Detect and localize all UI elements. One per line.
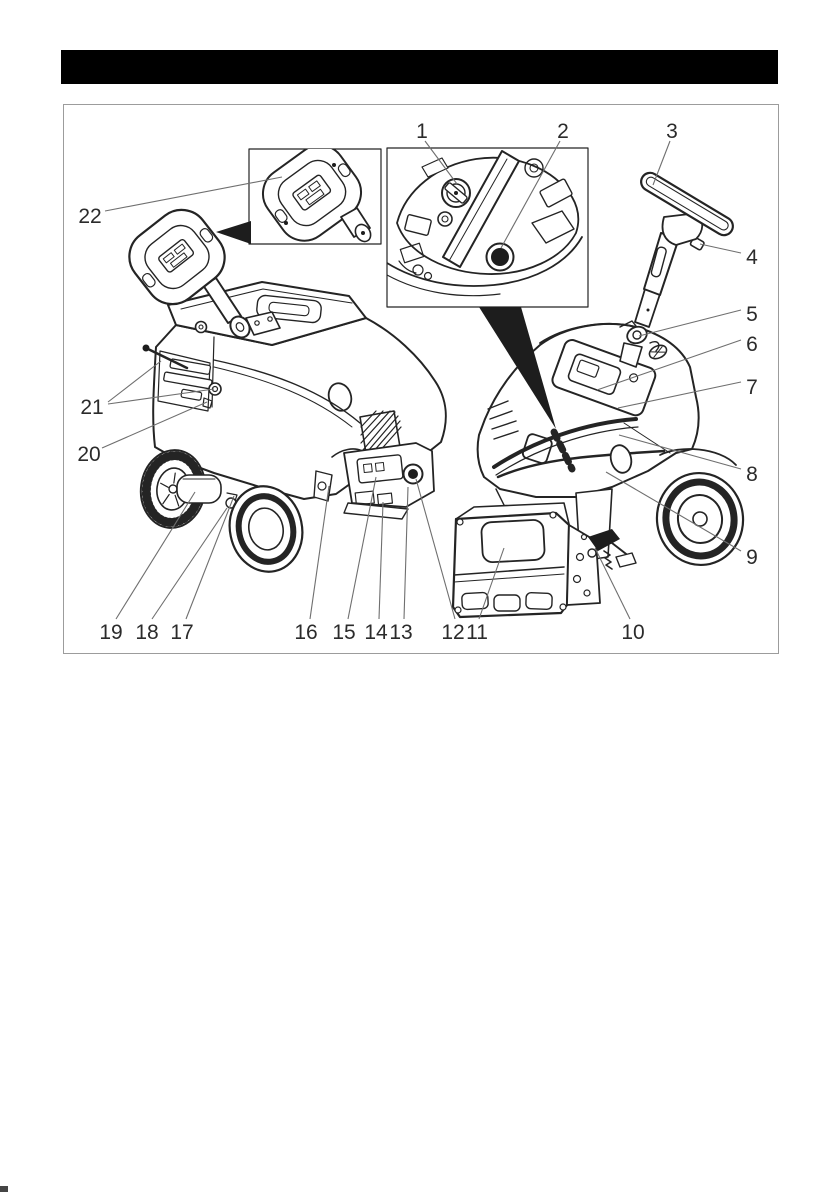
callout-6: 6 xyxy=(746,333,758,356)
callout-3: 3 xyxy=(666,120,678,143)
header-bar xyxy=(61,50,778,84)
callout-19: 19 xyxy=(99,621,123,644)
callout-13: 13 xyxy=(389,621,413,644)
callout-22: 22 xyxy=(78,205,102,228)
callout-21: 21 xyxy=(80,396,104,419)
callout-16: 16 xyxy=(294,621,318,644)
figure-frame xyxy=(63,104,779,654)
callout-10: 10 xyxy=(621,621,645,644)
callout-2: 2 xyxy=(557,120,569,143)
inset-steering-wheel-detail xyxy=(249,135,381,251)
callout-7: 7 xyxy=(746,376,758,399)
callout-15: 15 xyxy=(332,621,356,644)
callout-8: 8 xyxy=(746,463,758,486)
callout-18: 18 xyxy=(135,621,159,644)
callout-20: 20 xyxy=(77,443,101,466)
callout-5: 5 xyxy=(746,303,758,326)
callout-17: 17 xyxy=(170,621,194,644)
callout-9: 9 xyxy=(746,546,758,569)
callout-1: 1 xyxy=(416,120,428,143)
machine-diagram xyxy=(64,105,778,653)
callout-11: 11 xyxy=(466,621,488,644)
zoom-arrow-left-icon xyxy=(216,221,251,244)
callout-12: 12 xyxy=(441,621,465,644)
callout-4: 4 xyxy=(746,246,758,269)
scan-artifact xyxy=(0,1186,8,1192)
callout-14: 14 xyxy=(364,621,388,644)
inset-control-panel-detail xyxy=(387,148,588,307)
